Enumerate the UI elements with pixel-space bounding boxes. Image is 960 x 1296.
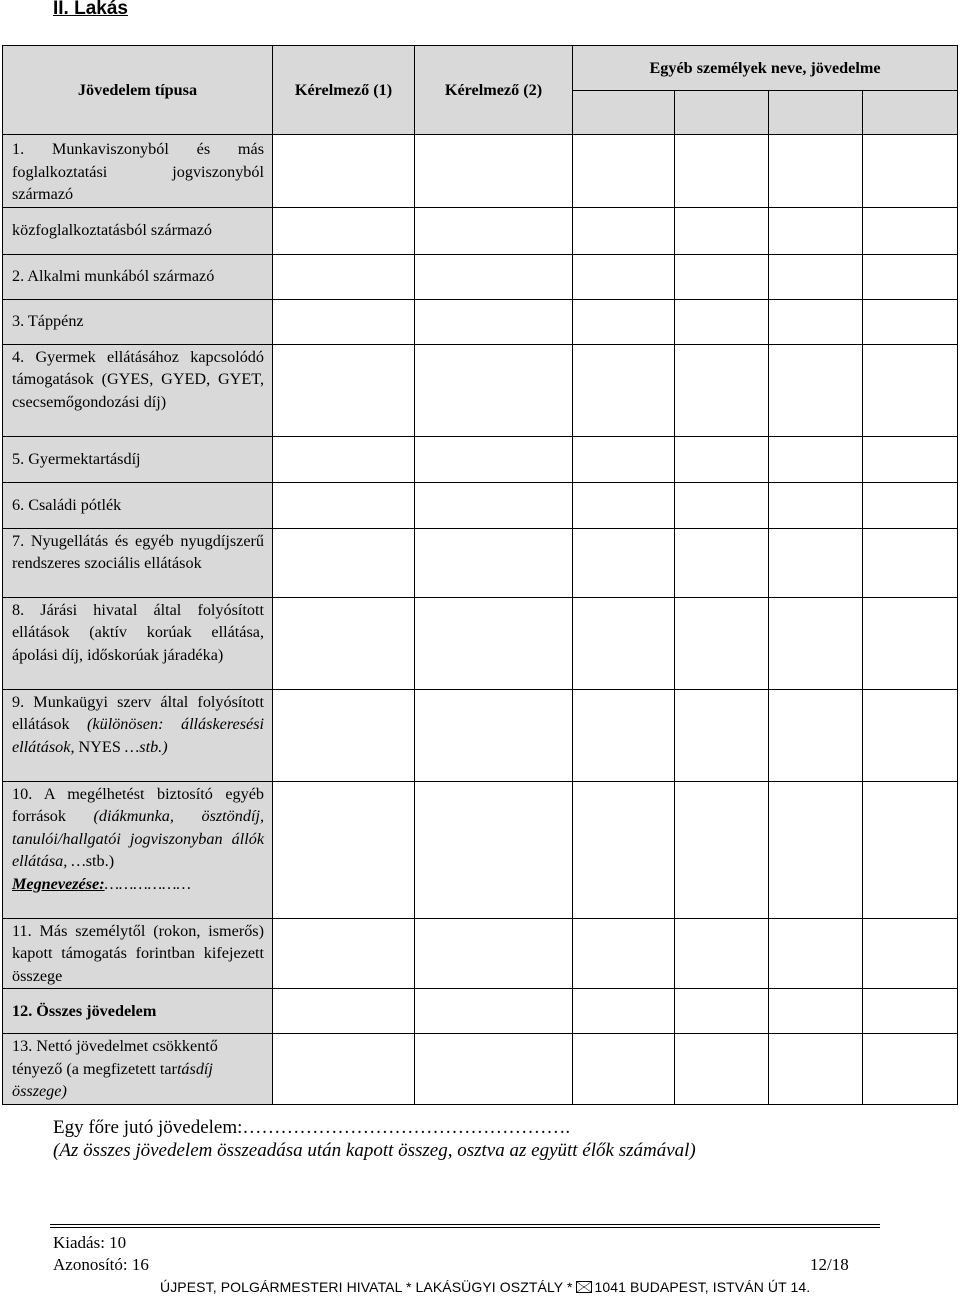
cell[interactable]	[573, 689, 675, 781]
cell[interactable]	[863, 1034, 958, 1105]
table-row	[3, 436, 958, 482]
row-label: 6. Családi pótlék	[3, 482, 273, 528]
footer-divider	[50, 1224, 880, 1225]
cell[interactable]	[769, 689, 863, 781]
cell[interactable]	[863, 918, 958, 989]
row-label-italic: (diákmunka, ösztöndíj, tanulói/hallgatói jogviszonyban állók ellátása, …	[12, 807, 264, 870]
cell[interactable]	[415, 299, 573, 344]
cell[interactable]	[415, 254, 573, 299]
cell[interactable]	[415, 482, 573, 528]
row-label-dots: ………………	[104, 874, 191, 893]
others-subcol-4	[863, 91, 958, 135]
table-row	[3, 528, 958, 597]
cell[interactable]	[863, 207, 958, 254]
footer-address-street: 1041 BUDAPEST, ISTVÁN ÚT 14.	[594, 1279, 811, 1295]
row-label: 1. Munkaviszonyból és más foglalkoztatási jogviszonyból származó	[3, 135, 273, 208]
cell[interactable]	[769, 528, 863, 597]
row-label-part: 13. Nettó jövedelmet csökkentő tényező (a megfizetett tar	[12, 1037, 218, 1078]
col-header-applicant-2: Kérelmező (2)	[415, 46, 573, 135]
cell[interactable]	[863, 254, 958, 299]
cell[interactable]	[769, 597, 863, 689]
cell[interactable]	[573, 344, 675, 436]
cell[interactable]	[415, 1034, 573, 1105]
cell[interactable]	[863, 482, 958, 528]
footer-divider	[50, 1227, 880, 1228]
cell[interactable]	[675, 1034, 769, 1105]
cell[interactable]	[273, 135, 415, 208]
table-row	[3, 689, 958, 781]
row-label: közfoglalkoztatásból származó	[3, 207, 273, 254]
cell[interactable]	[863, 299, 958, 344]
cell[interactable]	[675, 989, 769, 1034]
cell[interactable]	[273, 299, 415, 344]
cell[interactable]	[863, 989, 958, 1034]
cell[interactable]	[415, 689, 573, 781]
cell[interactable]	[273, 597, 415, 689]
cell[interactable]	[769, 436, 863, 482]
cell[interactable]	[415, 528, 573, 597]
cell[interactable]	[769, 1034, 863, 1105]
cell[interactable]	[675, 528, 769, 597]
cell[interactable]	[675, 344, 769, 436]
cell[interactable]	[573, 781, 675, 918]
row-label: 8. Járási hivatal által folyósított ellátások (aktív korúak ellátása, ápolási díj, időskorúak járadéka)	[3, 597, 273, 689]
table-row	[3, 207, 958, 254]
row-label: 11. Más személytől (rokon, ismerős) kapott támogatás forintban kifejezett összege	[3, 918, 273, 989]
row-label	[3, 781, 273, 918]
cell[interactable]	[863, 135, 958, 208]
row-label-italic: (különösen: álláskeresési ellátások,	[12, 715, 264, 756]
issue-number: Kiadás: 10	[53, 1233, 127, 1252]
cell[interactable]	[573, 207, 675, 254]
cell[interactable]	[573, 528, 675, 597]
cell[interactable]	[675, 689, 769, 781]
page-number: 12/18	[810, 1255, 849, 1274]
cell[interactable]	[273, 781, 415, 918]
per-capita-note: (Az összes jövedelem összeadása után kapott összeg, osztva az együtt élők számával)	[53, 1140, 696, 1161]
table-row	[3, 781, 958, 918]
others-subcol-2	[675, 91, 769, 135]
document-id: Azonosító: 16	[53, 1255, 149, 1274]
row-label-part: 9. Munkaügyi szerv által folyósított ellátások	[12, 692, 264, 733]
table-row	[3, 482, 958, 528]
cell[interactable]	[675, 135, 769, 208]
cell[interactable]	[769, 989, 863, 1034]
cell[interactable]	[573, 597, 675, 689]
row-label: 5. Gyermektartásdíj	[3, 436, 273, 482]
cell[interactable]	[863, 344, 958, 436]
cell[interactable]	[273, 528, 415, 597]
cell[interactable]	[273, 207, 415, 254]
cell[interactable]	[769, 482, 863, 528]
section-title: II. Lakás	[53, 0, 128, 19]
table-row	[3, 344, 958, 436]
cell[interactable]	[273, 1034, 415, 1105]
row-label-total: 12. Összes jövedelem	[3, 989, 273, 1034]
cell[interactable]	[675, 918, 769, 989]
table-row	[3, 299, 958, 344]
cell[interactable]	[273, 254, 415, 299]
cell[interactable]	[415, 436, 573, 482]
row-label-part: stb.)	[85, 852, 115, 870]
table-row	[3, 597, 958, 689]
cell[interactable]	[675, 781, 769, 918]
cell[interactable]	[769, 344, 863, 436]
col-header-others: Egyéb személyek neve, jövedelme	[573, 46, 958, 91]
cell[interactable]	[415, 918, 573, 989]
cell[interactable]	[273, 344, 415, 436]
cell[interactable]	[573, 989, 675, 1034]
row-label-name: Megnevezése:	[12, 874, 105, 893]
cell[interactable]	[769, 135, 863, 208]
cell[interactable]	[675, 254, 769, 299]
table-row	[3, 135, 958, 208]
cell[interactable]	[863, 597, 958, 689]
table-row	[3, 1034, 958, 1105]
row-label: 3. Táppénz	[3, 299, 273, 344]
cell[interactable]	[573, 135, 675, 208]
cell[interactable]	[573, 254, 675, 299]
others-subcol-3	[769, 91, 863, 135]
cell[interactable]	[769, 918, 863, 989]
table-row-total	[3, 989, 958, 1034]
cell[interactable]	[863, 781, 958, 918]
cell[interactable]	[675, 207, 769, 254]
row-label	[3, 689, 273, 781]
row-label-italic: …stb.)	[124, 737, 168, 756]
cell[interactable]	[415, 597, 573, 689]
cell[interactable]	[573, 436, 675, 482]
cell[interactable]	[675, 436, 769, 482]
col-header-type: Jövedelem típusa	[3, 46, 273, 135]
table-row	[3, 918, 958, 989]
cell[interactable]	[675, 299, 769, 344]
cell[interactable]	[863, 528, 958, 597]
cell[interactable]	[769, 299, 863, 344]
cell[interactable]	[573, 1034, 675, 1105]
income-table	[2, 45, 958, 1105]
cell[interactable]	[769, 781, 863, 918]
cell[interactable]	[273, 689, 415, 781]
cell[interactable]	[863, 436, 958, 482]
envelope-icon	[576, 1281, 592, 1293]
row-label: 4. Gyermek ellátásához kapcsolódó támogatások (GYES, GYED, GYET, csecsemőgondozási díj)	[3, 344, 273, 436]
cell[interactable]	[415, 344, 573, 436]
per-capita-income-line: Egy főre jutó jövedelem:…………………………………………….	[53, 1117, 571, 1138]
header-row	[3, 46, 958, 91]
cell[interactable]	[415, 207, 573, 254]
table-row	[3, 254, 958, 299]
cell[interactable]	[415, 989, 573, 1034]
col-header-applicant-1: Kérelmező (1)	[273, 46, 415, 135]
row-label: 7. Nyugellátás és egyéb nyugdíjszerű rendszeres szociális ellátások	[3, 528, 273, 597]
cell[interactable]	[273, 482, 415, 528]
cell[interactable]	[273, 918, 415, 989]
others-subcol-1	[573, 91, 675, 135]
row-label-part: 10. A megélhetést biztosító egyéb források	[12, 784, 264, 825]
cell[interactable]	[675, 597, 769, 689]
row-label-part: NYES	[74, 737, 125, 756]
row-label	[3, 1034, 273, 1105]
footer-address	[160, 1278, 810, 1296]
row-label-italic: tásdíj összege)	[12, 1059, 213, 1100]
footer-address-office: ÚJPEST, POLGÁRMESTERI HIVATAL * LAKÁSÜGYI OSZTÁLY *	[160, 1279, 573, 1295]
cell[interactable]	[273, 436, 415, 482]
cell[interactable]	[273, 989, 415, 1034]
cell[interactable]	[675, 482, 769, 528]
cell[interactable]	[415, 135, 573, 208]
cell[interactable]	[769, 254, 863, 299]
cell[interactable]	[769, 207, 863, 254]
cell[interactable]	[415, 781, 573, 918]
row-label: 2. Alkalmi munkából származó	[3, 254, 273, 299]
cell[interactable]	[573, 299, 675, 344]
cell[interactable]	[573, 482, 675, 528]
cell[interactable]	[573, 918, 675, 989]
cell[interactable]	[863, 689, 958, 781]
